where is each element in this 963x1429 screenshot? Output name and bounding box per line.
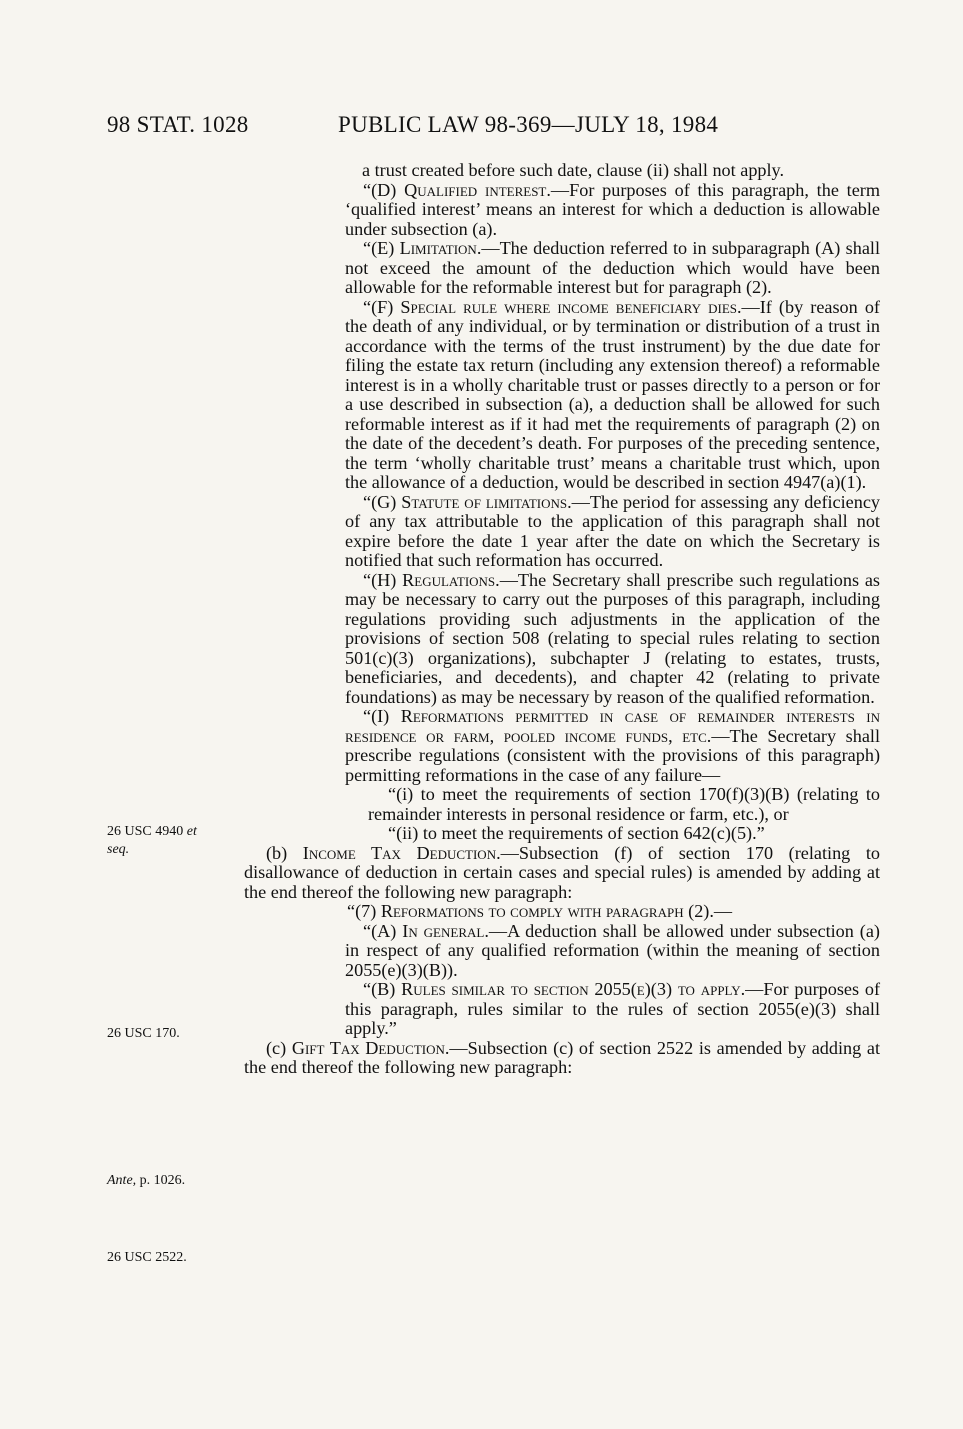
para-7-B: “(B) Rules similar to section 2055(e)(3) to apply.—For purposes of this paragraph, rules similar to the rules of section 2055(e)(3) shall apply.” xyxy=(345,979,881,1038)
para-F: “(F) Special rule where income beneficiary dies.—If (by reason of the death of any individual, or by termination or distribution of a trust in accordance with the terms of the trust instrument) by the due date for filing the estate tax return (including any extension thereof) a reformable interest is in a wholly charitable trust or passes directly to a person or for a use described in subsection (a), a deduction shall be allowed for such reformable interest as if it had met the requirements of paragraph (2) on the date of the decedent’s death. For purposes of the preceding sentence, the term ‘wholly charitable trust’ means a charitable trust which, upon the allowance of a deduction, would be described in section 4947(a)(1). xyxy=(345,296,880,492)
header-law-title: PUBLIC LAW 98-369—JULY 18, 1984 xyxy=(338,112,719,137)
subsection-b: (b) Income Tax Deduction.—Subsection (f) of section 170 (relating to disallowance of deduction in certain cases and special rules) is amended by adding at the end thereof the following new paragraph: xyxy=(244,842,880,902)
para-I-ii: “(ii) to meet the requirements of section 642(c)(5).” xyxy=(388,823,765,843)
margin-note-4940: 26 USC 4940 et seq. xyxy=(107,824,197,857)
para-H: “(H) Regulations.—The Secretary shall prescribe such regulations as may be necessary to carry out the purposes of this paragraph, including regulations providing such adjustments in the application of the provisions of section 508 (relating to special rules relating to section 501(c)(3) organizations), subchapter J (relating to estates, trusts, beneficiaries, and decedents), and chapter 42 (relating to private foundations) as may be necessary by reason of the qualified reformation. xyxy=(345,569,880,707)
margin-note-2522: 26 USC 2522. xyxy=(107,1250,187,1265)
para-7-A: “(A) In general.—A deduction shall be allowed under subsection (a) in respect of any qualified reformation (within the meaning of section 2055(e)(3)(B)). xyxy=(345,920,880,980)
para-E: “(E) Limitation.—The deduction referred to in subparagraph (A) shall not exceed the amount of the deduction which would have been allowable for the reformable interest but for paragraph (2). xyxy=(345,238,880,297)
para-D: “(D) Qualified interest.—For purposes of this paragraph, the term ‘qualified interest’ means an interest for which a deduction is allowable under subsection (a). xyxy=(345,179,881,239)
margin-note-170: 26 USC 170. xyxy=(107,1026,180,1041)
header-stat-ref: 98 STAT. 1028 xyxy=(107,112,249,137)
para-I: “(I) Reformations permitted in case of remainder interests in residence or farm, pooled income funds, etc.—The Secretary shall prescribe regulations (consistent with the provisions of this paragraph) permitting reformations in the case of any failure— xyxy=(345,706,880,785)
para-7: “(7) Reformations to comply with paragraph (2).— xyxy=(347,901,733,921)
para-G: “(G) Statute of limitations.—The period for assessing any deficiency of any tax attributable to the application of this paragraph shall not expire before the date 1 year after the date on which the Secretary is notified that such reformation has occurred. xyxy=(345,491,881,570)
statute-text xyxy=(244,161,880,1078)
continuation-text: a trust created before such date, clause (ii) shall not apply. xyxy=(362,160,785,180)
subsection-c: (c) Gift Tax Deduction.—Subsection (c) of section 2522 is amended by adding at the end thereof the following new paragraph: xyxy=(244,1037,880,1077)
para-I-i: “(i) to meet the requirements of section 170(f)(3)(B) (relating to remainder interests in personal residence or farm, etc.), or xyxy=(368,784,880,824)
margin-note-ante: Ante, p. 1026. xyxy=(107,1173,186,1188)
